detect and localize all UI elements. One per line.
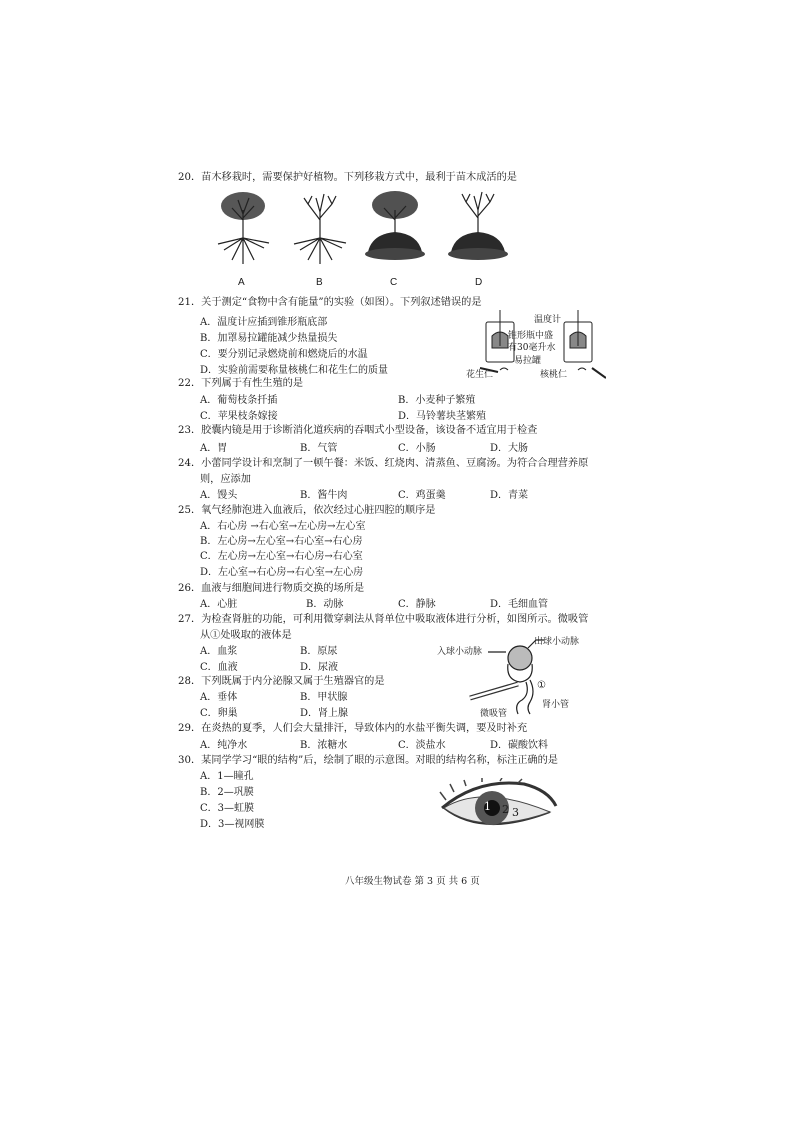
q27-stem: 27．为检查肾脏的功能，可利用微穿刺法从肾单位中吸取液体进行分析，如图所示。微吸管 [178,614,589,625]
label-afferent: 入球小动脉 [437,647,483,657]
label-walnut: 核桃仁 [540,370,568,380]
eye-label-3: 3 [512,806,519,819]
q26-option-b: B．动脉 [306,599,344,610]
q22-option-a: A．葡萄枝条扦插 [200,395,278,406]
q27-option-c: C．血液 [200,662,238,673]
q22-option-b: B．小麦种子繁殖 [398,395,476,406]
q24-stem-cont: 则，应添加 [200,474,251,485]
q21-option-d: D．实验前需要称量核桃仁和花生仁的质量 [200,365,389,376]
q28-option-c: C．卵巢 [200,708,238,719]
label-pipette: 微吸管 [480,709,508,719]
q21-option-a: A．温度计应插到锥形瓶底部 [200,317,328,328]
q23-stem: 23．胶囊内镜是用于诊断消化道疾病的吞咽式小型设备，该设备不适宜用于检查 [178,425,538,436]
label-tubule: 肾小管 [542,700,570,710]
q20-stem: 20．苗木移栽时，需要保护好植物。下列移栽方式中，最利于苗木成活的是 [178,172,517,183]
q29-option-c: C．淡盐水 [398,740,446,751]
q26-option-c: C．静脉 [398,599,436,610]
q21-stem: 21．关于测定“食物中含有能量”的实验（如图）。下列叙述错误的是 [178,297,482,308]
q23-option-a: A．胃 [200,443,228,454]
q23-option-d: D．大肠 [490,443,529,454]
q30-option-a: A．1—瞳孔 [200,771,254,782]
q25-option-c: C．左心房→左心室→右心房→右心室 [200,551,363,562]
q22-option-c: C．苹果枝条嫁接 [200,411,278,422]
q22-stem: 22．下列属于有性生殖的是 [178,378,304,389]
q28-option-b: B．甲状腺 [300,692,348,703]
q29-option-a: A．纯净水 [200,740,248,751]
q26-stem: 26．血液与细胞间进行物质交换的场所是 [178,583,365,594]
label-marker-1: ① [537,680,546,691]
q30-option-d: D．3—视网膜 [200,819,265,830]
q27-stem-cont: 从①处吸取的液体是 [200,630,292,641]
tree-c-label: C [390,277,398,288]
eye-label-1: 1 [484,800,491,813]
q24-option-d: D．青菜 [490,490,529,501]
q21-option-b: B．加罩易拉罐能减少热量损失 [200,333,338,344]
q24-option-c: C．鸡蛋羹 [398,490,446,501]
q24-option-b: B．酱牛肉 [300,490,348,501]
tree-b-label: B [316,277,323,288]
q28-option-a: A．垂体 [200,692,238,703]
tree-a-figure [212,188,274,266]
tree-d-label: D [475,277,483,288]
tree-b-figure [290,190,350,266]
eye-figure [438,778,560,840]
label-peanut: 花生仁 [466,370,494,380]
q23-option-b: B．气管 [300,443,338,454]
q27-option-d: D．尿液 [300,662,339,673]
q30-option-b: B．2—巩膜 [200,787,254,798]
q28-stem: 28．下列既属于内分泌腺又属于生殖器官的是 [178,676,385,687]
q21-option-c: C．要分别记录燃烧前和燃烧后的水温 [200,349,368,360]
q27-option-a: A．血浆 [200,646,238,657]
q26-option-d: D．毛细血管 [490,599,549,610]
q25-stem: 25．氧气经肺泡进入血液后，依次经过心脏四腔的顺序是 [178,505,436,516]
q26-option-a: A．心脏 [200,599,238,610]
q29-option-d: D．碳酸饮料 [490,740,549,751]
q27-option-b: B．原尿 [300,646,338,657]
label-flask-line1: 锥形瓶中盛 [508,331,554,341]
label-flask-line2: 有30毫升水 [508,343,556,353]
q30-option-c: C．3—虹膜 [200,803,255,814]
label-thermometer: 温度计 [534,315,562,325]
q23-option-c: C．小肠 [398,443,436,454]
q22-option-d: D．马铃薯块茎繁殖 [398,411,487,422]
q24-option-a: A．馒头 [200,490,238,501]
q25-option-a: A．右心房 →右心室→左心房→左心室 [200,521,366,532]
tree-c-figure [362,188,428,268]
page-footer: 八年级生物试卷 第 3 页 共 6 页 [345,876,480,887]
q24-stem: 24．小蕾同学设计和烹制了一顿午餐：米饭、红烧肉、清蒸鱼、豆腐汤。为符合合理营养原 [178,458,589,469]
label-efferent: 出球小动脉 [534,637,580,647]
eye-label-2: 2 [502,803,509,816]
q29-stem: 29．在炎热的夏季，人们会大量排汗，导致体内的水盐平衡失调，要及时补充 [178,723,528,734]
q28-option-d: D．肾上腺 [300,708,349,719]
q29-option-b: B．浓糖水 [300,740,348,751]
q25-option-d: D．左心室→右心房→右心室→左心房 [200,567,364,578]
label-can: 易拉罐 [514,356,542,366]
q25-option-b: B．左心房→左心室→右心室→右心房 [200,536,363,547]
q30-stem: 30．某同学学习“眼的结构”后，绘制了眼的示意图。对眼的结构名称，标注正确的是 [178,755,558,766]
tree-a-label: A [238,277,245,288]
tree-d-figure [445,188,511,268]
